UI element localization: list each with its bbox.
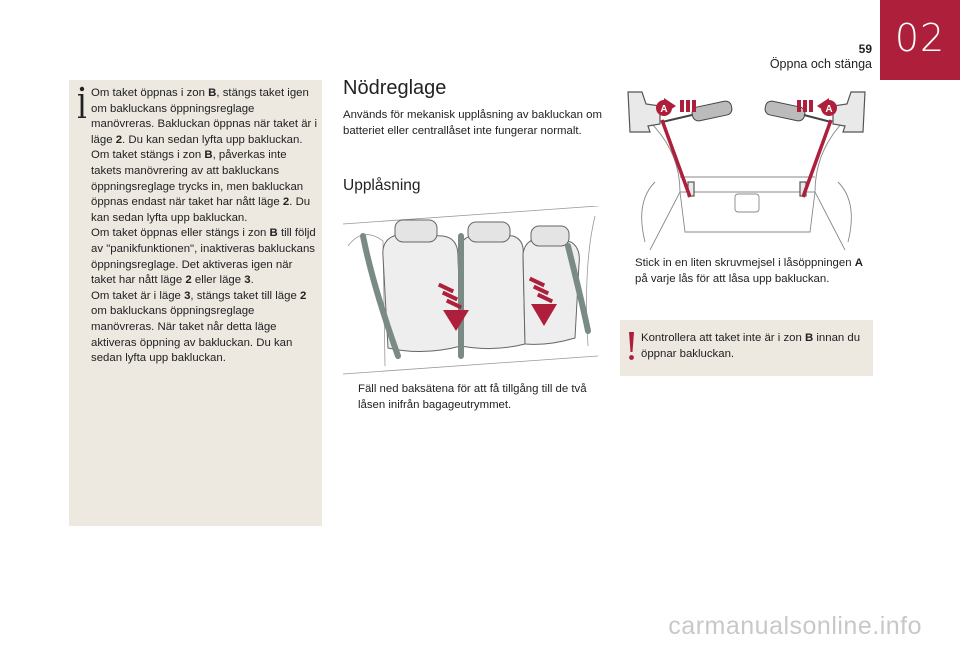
step-text: Stick in en liten skruvmejsel i låsöppningen A på varje lås för att låsa upp bakluckan.: [635, 257, 863, 285]
subsection-title: Upplåsning: [343, 177, 421, 194]
marker-a-right: A: [825, 104, 833, 115]
section-title: Öppna och stänga: [769, 57, 872, 71]
info-paragraph: Om taket öppnas eller stängs i zon B till följd av "panikfunktionen", inaktiveras bakluckans öppningsreglage. Det aktiveras igen när taket har nått läge 2 eller läge 3.: [91, 227, 316, 287]
tailgate-lock-illustration: [620, 82, 873, 250]
chapter-number: 02: [894, 16, 946, 60]
info-paragraph: Om taket öppnas i zon B, stängs taket igen om bakluckans öppningsreglage manövreras. Bakluckan öppnas när taket är i läge 2. Du kan sedan lyfta upp bakluckan.: [91, 87, 318, 146]
instruction-step-2: [620, 256, 873, 287]
intro-text: Används för mekanisk upplåsning av bakluckan om batteriet eller centrallåset inte fungerar normalt.: [343, 109, 602, 137]
rear-seats-illustration: [343, 206, 598, 376]
info-paragraph: Om taket stängs i zon B, påverkas inte takets manövrering av att bakluckans öppningsreglage trycks in, men bakluckan öppnas endast när taket har nått läge 2. Du kan sedan lyfta upp bakluckan.: [91, 149, 311, 224]
info-icon: [75, 86, 89, 120]
page-number: 59: [858, 42, 872, 56]
watermark: carmanualsonline.info: [668, 612, 922, 640]
info-text: [91, 86, 319, 367]
chapter-tab: [880, 0, 960, 80]
info-paragraph: Om taket är i läge 3, stängs taket till läge 2 om bakluckans öppningsreglage manövreras. När taket når detta läge aktiveras öppning av bakluckan. Du kan sedan lyfta upp bakluckan.: [91, 289, 307, 365]
page-title: Nödreglage: [343, 77, 447, 99]
step-text: Fäll ned baksätena för att få tillgång till de två låsen inifrån bagageutrymmet.: [358, 383, 587, 411]
warning-text: Kontrollera att taket inte är i zon B innan du öppnar bakluckan.: [641, 332, 861, 360]
marker-a-left: A: [660, 104, 668, 115]
instruction-step-1: [343, 382, 598, 413]
exclamation-icon: [626, 331, 636, 361]
